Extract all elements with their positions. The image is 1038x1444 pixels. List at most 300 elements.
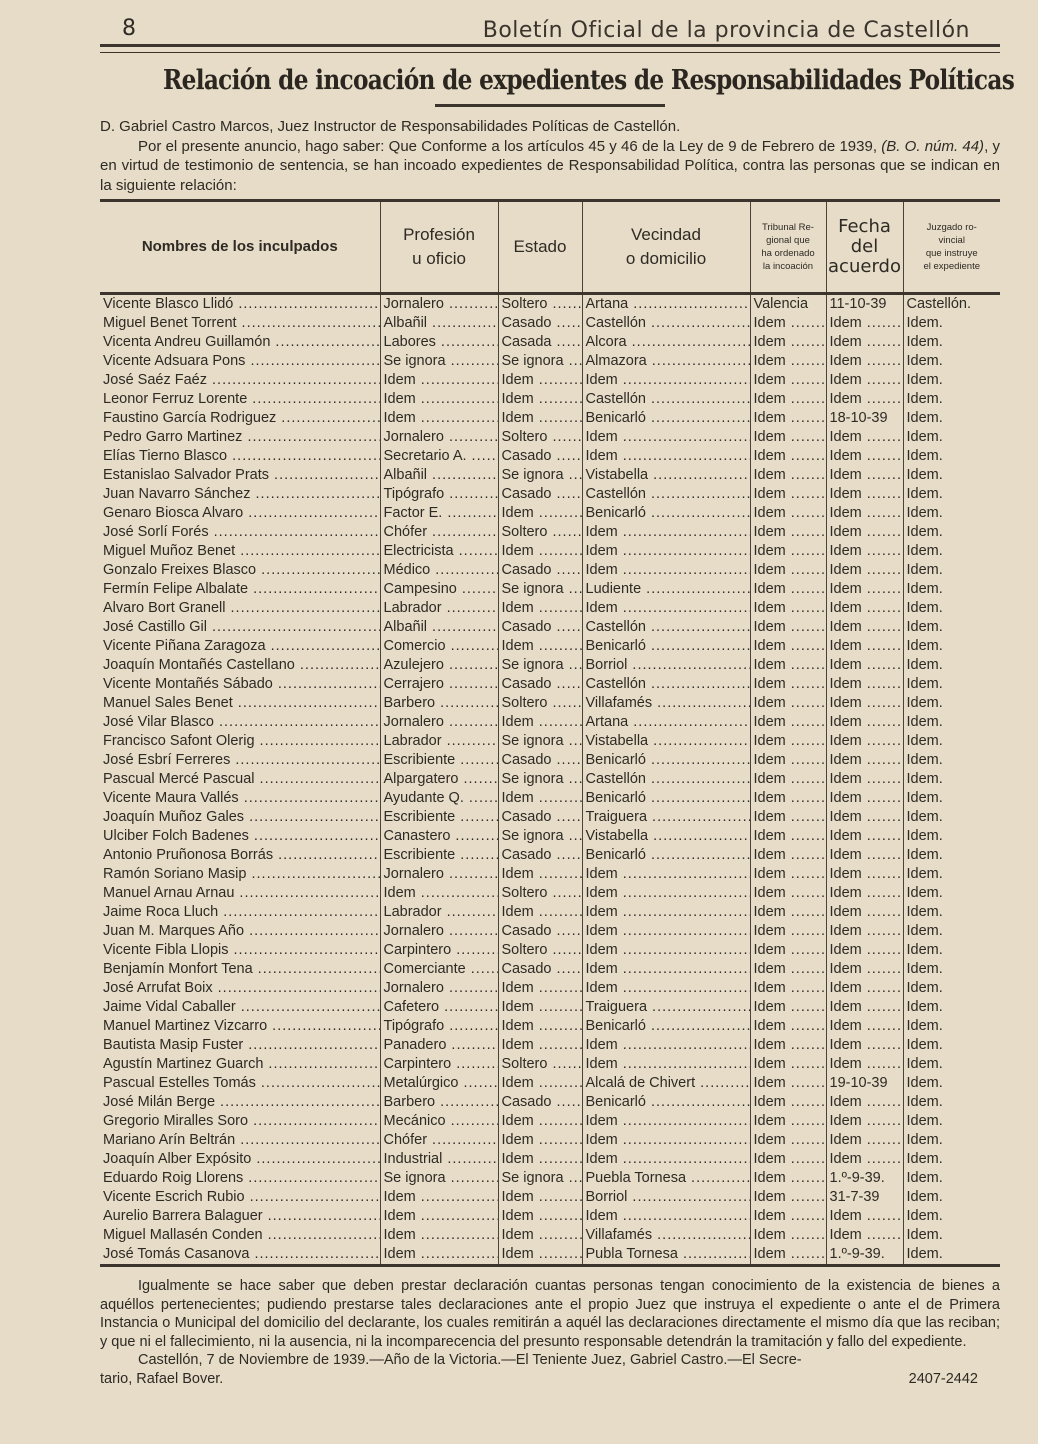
cell-status <box>498 998 582 1017</box>
header-label: Tribunal Re- <box>762 222 814 233</box>
cell-residence <box>582 865 750 884</box>
cell-tribunal-text: Idem ..... <box>754 562 827 578</box>
cell-court-text: Idem. <box>906 353 943 369</box>
col-header-profession <box>380 201 498 294</box>
cell-name-text: Ulciber Folch Badenes ..... <box>103 828 380 844</box>
cell-status-text: Idem ..... <box>502 543 583 559</box>
cell-residence-text: Idem ..... <box>586 980 751 996</box>
cell-tribunal <box>750 618 826 637</box>
cell-status-text: Idem ..... <box>502 1189 583 1205</box>
cell-profession <box>380 1245 498 1266</box>
cell-profession <box>380 523 498 542</box>
cell-residence-text: Idem ..... <box>586 1037 751 1053</box>
cell-residence-text: Idem ..... <box>586 448 751 464</box>
cell-status <box>498 466 582 485</box>
cell-name-text: Joaquín Montañés Castellano ..... <box>103 657 380 673</box>
header-label: del <box>850 236 879 257</box>
cell-residence-text: Artana ..... <box>586 714 751 730</box>
cell-name-text: Antonio Pruñonosa Borrás ..... <box>103 847 380 863</box>
cell-court <box>903 751 1000 770</box>
cell-profession-text: Albañil ..... <box>384 315 499 331</box>
running-title: Boletín Oficial de la provincia de Castellón <box>482 18 970 43</box>
cell-profession-text: Idem ..... <box>384 410 499 426</box>
cell-profession <box>380 656 498 675</box>
cell-tribunal-text: Idem ..... <box>754 581 827 597</box>
cell-court-text: Idem. <box>906 562 943 578</box>
col-header-status <box>498 201 582 294</box>
header-label: Nombres de los inculpados <box>141 238 338 255</box>
cell-date-text: Idem ..... <box>830 353 904 369</box>
cell-profession-text: Idem ..... <box>384 391 499 407</box>
table-row <box>100 1055 1000 1074</box>
cell-residence <box>582 504 750 523</box>
cell-court-text: Idem. <box>906 733 943 749</box>
cell-residence-text: Idem ..... <box>586 923 751 939</box>
cell-name <box>100 675 380 694</box>
cell-court-text: Idem. <box>906 543 943 559</box>
cell-profession-text: Se ignora ..... <box>384 353 499 369</box>
cell-court-text: Idem. <box>906 372 943 388</box>
page-number: 8 <box>122 16 136 41</box>
cell-date-text: Idem ..... <box>830 372 904 388</box>
cell-court <box>903 1017 1000 1036</box>
cell-profession-text: Labrador ..... <box>384 600 499 616</box>
table-row <box>100 1207 1000 1226</box>
cell-court <box>903 390 1000 409</box>
cell-date <box>826 998 903 1017</box>
cell-court-text: Idem. <box>906 771 943 787</box>
cell-name <box>100 294 380 315</box>
cell-name-text: Elías Tierno Blasco ..... <box>103 448 380 464</box>
cell-name-text: Bautista Masip Fuster ..... <box>103 1037 380 1053</box>
cell-profession <box>380 504 498 523</box>
cell-date-text: Idem ..... <box>830 809 904 825</box>
cell-name-text: Vicenta Andreu Guillamón ..... <box>103 334 380 350</box>
cell-name-text: José Milán Berge ..... <box>103 1094 380 1110</box>
cell-name-text: José Castillo Gil ..... <box>103 619 380 635</box>
cell-status <box>498 1150 582 1169</box>
table-row <box>100 1188 1000 1207</box>
cell-profession <box>380 599 498 618</box>
cell-tribunal-text: Idem ..... <box>754 391 827 407</box>
table-row <box>100 922 1000 941</box>
cell-tribunal <box>750 1150 826 1169</box>
cell-name <box>100 713 380 732</box>
cell-residence <box>582 1055 750 1074</box>
signature-continuation: tario, Rafael Bover. <box>100 1370 224 1387</box>
cell-date-text: Idem ..... <box>830 334 904 350</box>
cell-residence-text: Castellón ..... <box>586 315 751 331</box>
cell-residence-text: Idem ..... <box>586 1056 751 1072</box>
cell-profession <box>380 941 498 960</box>
cell-residence-text: Benicarló ..... <box>586 1018 751 1034</box>
cell-date <box>826 409 903 428</box>
cell-status-text: Casado ..... <box>502 315 583 331</box>
cell-residence <box>582 485 750 504</box>
cell-tribunal-text: Idem ..... <box>754 1113 827 1129</box>
cell-court <box>903 713 1000 732</box>
cell-court-text: Idem. <box>906 1094 943 1110</box>
cell-date <box>826 599 903 618</box>
cell-court-text: Idem. <box>906 1246 943 1262</box>
cell-court <box>903 352 1000 371</box>
table-row <box>100 1169 1000 1188</box>
cell-residence-text: Publa Tornesa ..... <box>586 1246 751 1262</box>
cell-court-text: Idem. <box>906 410 943 426</box>
cell-tribunal <box>750 1017 826 1036</box>
cell-name <box>100 865 380 884</box>
table-row <box>100 1245 1000 1266</box>
cell-residence <box>582 846 750 865</box>
cell-date <box>826 694 903 713</box>
cell-tribunal-text: Valencia <box>753 296 809 312</box>
cell-profession <box>380 827 498 846</box>
cell-status-text: Casado ..... <box>502 676 583 692</box>
title-underline <box>435 104 665 107</box>
cell-residence-text: Idem ..... <box>586 1113 751 1129</box>
cell-name-text: Jaime Vidal Caballer ..... <box>103 999 380 1015</box>
cell-court-text: Idem. <box>906 505 943 521</box>
cell-profession <box>380 1188 498 1207</box>
cell-date-text: Idem ..... <box>830 942 904 958</box>
cell-date <box>826 561 903 580</box>
cell-profession <box>380 922 498 941</box>
cell-profession-text: Barbero ..... <box>384 695 499 711</box>
cell-date <box>826 618 903 637</box>
cell-name-text: Gonzalo Freixes Blasco ..... <box>103 562 380 578</box>
cell-date-text: Idem ..... <box>830 676 904 692</box>
cell-residence-text: Idem ..... <box>586 942 751 958</box>
cell-court <box>903 599 1000 618</box>
cell-name <box>100 941 380 960</box>
cell-court <box>903 523 1000 542</box>
cell-status <box>498 903 582 922</box>
cell-name-text: Eduardo Roig Llorens ..... <box>103 1170 380 1186</box>
table-row <box>100 732 1000 751</box>
cell-tribunal-text: Idem ..... <box>754 1246 827 1262</box>
cell-name <box>100 1207 380 1226</box>
cell-profession-text: Barbero ..... <box>384 1094 499 1110</box>
signature-line: Castellón, 7 de Noviembre de 1939.—Año de la Victoria.—El Teniente Juez, Gabriel Castro.—El Secre- <box>138 1352 802 1369</box>
cell-tribunal <box>750 428 826 447</box>
cell-date <box>826 903 903 922</box>
cell-residence-text: Ludiente ..... <box>586 581 751 597</box>
cell-profession <box>380 1226 498 1245</box>
cell-name-text: Fermín Felipe Albalate ..... <box>103 581 380 597</box>
cell-court-text: Idem. <box>906 752 943 768</box>
cell-tribunal <box>750 390 826 409</box>
cell-court <box>903 428 1000 447</box>
cell-court <box>903 732 1000 751</box>
col-header-court <box>903 201 1000 294</box>
cell-name <box>100 637 380 656</box>
cell-tribunal-text: Idem ..... <box>754 410 827 426</box>
header-label: gional que <box>766 235 810 246</box>
intro-line: D. Gabriel Castro Marcos, Juez Instructor de Responsabilidades Políticas de Castellón. <box>100 118 681 135</box>
cell-profession <box>380 1112 498 1131</box>
cell-profession <box>380 352 498 371</box>
cell-residence <box>582 1017 750 1036</box>
footer-paragraph: Igualmente se hace saber que deben prestar declaración cuantas personas tengan conocimiento de la existencia de bienes a aquéllos pertenecientes; pudiendo prestarse tales declaraciones ante el propio Juez que instruya el expediente o ante el de Primera Instancia o Municipal del domicilio del declarante, los cuales remitirán a aquél las declaraciones directamente el mismo día que las reciban; y que ni el fallecimiento, ni la ausencia, ni la incomparecencia del presunto responsable detendrán la tramitación y fallo del expediente. <box>100 1278 1000 1350</box>
cell-residence <box>582 390 750 409</box>
cell-status <box>498 1055 582 1074</box>
cell-court <box>903 1093 1000 1112</box>
cell-tribunal-text: Idem ..... <box>754 448 827 464</box>
table-row <box>100 390 1000 409</box>
cell-tribunal-text: Idem ..... <box>754 961 827 977</box>
cell-status-text: Soltero ..... <box>502 296 583 312</box>
cell-profession-text: Jornalero ..... <box>384 866 499 882</box>
cell-tribunal-text: Idem ..... <box>754 1151 827 1167</box>
cell-court-text: Idem. <box>906 714 943 730</box>
table-row <box>100 294 1000 315</box>
cell-residence <box>582 294 750 315</box>
table-row <box>100 903 1000 922</box>
cell-name-text: Miguel Mallasén Conden ..... <box>103 1227 380 1243</box>
cell-residence <box>582 1093 750 1112</box>
cell-tribunal <box>750 409 826 428</box>
cell-date <box>826 789 903 808</box>
cell-profession <box>380 1131 498 1150</box>
cell-name <box>100 1169 380 1188</box>
cell-date <box>826 865 903 884</box>
cell-tribunal-text: Idem ..... <box>754 695 827 711</box>
cell-court-text: Idem. <box>906 809 943 825</box>
cell-tribunal-text: Idem ..... <box>754 505 827 521</box>
cell-tribunal <box>750 599 826 618</box>
cell-status <box>498 922 582 941</box>
header-label: ha ordenado <box>761 248 815 259</box>
cell-name <box>100 580 380 599</box>
cell-tribunal-text: Idem ..... <box>754 1094 827 1110</box>
cell-date-text: Idem ..... <box>830 543 904 559</box>
cell-court <box>903 371 1000 390</box>
table-row <box>100 1131 1000 1150</box>
cell-profession-text: Escribiente ..... <box>384 847 499 863</box>
cell-date <box>826 314 903 333</box>
cell-status-text: Casado ..... <box>502 923 583 939</box>
cell-date-text: Idem ..... <box>830 790 904 806</box>
cell-residence-text: Borriol ..... <box>586 1189 751 1205</box>
cell-name <box>100 1074 380 1093</box>
cell-profession <box>380 561 498 580</box>
cell-profession <box>380 884 498 903</box>
cell-tribunal-text: Idem ..... <box>754 980 827 996</box>
cell-profession <box>380 846 498 865</box>
cell-tribunal-text: Idem ..... <box>754 543 827 559</box>
cell-date-text: Idem ..... <box>830 733 904 749</box>
cell-court-text: Idem. <box>906 1113 943 1129</box>
cell-profession <box>380 1169 498 1188</box>
cell-date <box>826 1150 903 1169</box>
cell-date <box>826 827 903 846</box>
cell-profession <box>380 390 498 409</box>
cell-tribunal <box>750 922 826 941</box>
cell-tribunal-text: Idem ..... <box>754 1075 827 1091</box>
cell-date-text: Idem ..... <box>830 904 904 920</box>
cell-residence <box>582 618 750 637</box>
table-row <box>100 808 1000 827</box>
cell-residence-text: Artana ..... <box>586 296 751 312</box>
cell-date <box>826 1055 903 1074</box>
cell-profession <box>380 1074 498 1093</box>
table-row <box>100 656 1000 675</box>
col-header-names <box>100 201 380 294</box>
cell-name <box>100 618 380 637</box>
cell-residence <box>582 941 750 960</box>
cell-tribunal <box>750 1093 826 1112</box>
cell-date <box>826 732 903 751</box>
cell-profession-text: Tipógrafo ..... <box>384 486 499 502</box>
cell-profession-text: Jornalero ..... <box>384 980 499 996</box>
cell-profession-text: Industrial ..... <box>384 1151 499 1167</box>
cell-tribunal <box>750 979 826 998</box>
cell-residence <box>582 447 750 466</box>
cell-residence-text: Castellón ..... <box>586 486 751 502</box>
cell-tribunal-text: Idem ..... <box>754 353 827 369</box>
cell-tribunal <box>750 1207 826 1226</box>
cell-name <box>100 827 380 846</box>
cell-profession-text: Cerrajero ..... <box>384 676 499 692</box>
cell-name <box>100 1188 380 1207</box>
cell-residence-text: Idem ..... <box>586 866 751 882</box>
cell-profession <box>380 732 498 751</box>
cell-tribunal <box>750 561 826 580</box>
article-title: Relación de incoación de expedientes de Responsabilidades Políticas <box>163 65 1015 96</box>
cell-date-text: Idem ..... <box>830 1094 904 1110</box>
cell-date <box>826 371 903 390</box>
cell-residence <box>582 732 750 751</box>
cell-residence <box>582 979 750 998</box>
intro-text <box>100 117 1000 195</box>
cell-tribunal <box>750 333 826 352</box>
cell-name-text: Agustín Martinez Guarch ..... <box>103 1056 380 1072</box>
cell-name <box>100 504 380 523</box>
cell-status-text: Se ignora ..... <box>502 1170 583 1186</box>
cell-tribunal <box>750 542 826 561</box>
table-header-row <box>100 201 1000 294</box>
cell-tribunal-text: Idem ..... <box>754 1132 827 1148</box>
cell-status-text: Casado ..... <box>502 562 583 578</box>
cell-date-text: Idem ..... <box>830 391 904 407</box>
cell-profession-text: Metalúrgico ..... <box>384 1075 499 1091</box>
cell-residence <box>582 1150 750 1169</box>
cell-date-text: Idem ..... <box>830 600 904 616</box>
header-label: Vecindad <box>631 225 701 244</box>
cell-name <box>100 599 380 618</box>
cell-date-text: 19-10-39 <box>829 1075 888 1091</box>
cell-court <box>903 675 1000 694</box>
cell-residence-text: Idem ..... <box>586 600 751 616</box>
cell-name-text: Joaquín Alber Expósito ..... <box>103 1151 380 1167</box>
header-label: vincial <box>938 235 965 246</box>
cell-status-text: Idem ..... <box>502 1018 583 1034</box>
cell-tribunal-text: Idem ..... <box>754 600 827 616</box>
table-row <box>100 675 1000 694</box>
cell-residence <box>582 561 750 580</box>
table-row <box>100 1036 1000 1055</box>
cell-court <box>903 1169 1000 1188</box>
cell-tribunal <box>750 827 826 846</box>
cell-name-text: José Sorlí Forés ..... <box>103 524 380 540</box>
cell-profession-text: Jornalero ..... <box>384 296 499 312</box>
cell-court-text: Idem. <box>906 923 943 939</box>
cell-date <box>826 466 903 485</box>
cell-date <box>826 1226 903 1245</box>
intro-paragraph <box>100 137 1000 196</box>
cell-status <box>498 656 582 675</box>
cell-status-text: Idem ..... <box>502 904 583 920</box>
cell-status-text: Se ignora ..... <box>502 581 583 597</box>
cell-court-text: Idem. <box>906 1151 943 1167</box>
cell-court-text: Idem. <box>906 790 943 806</box>
cell-date-text: Idem ..... <box>830 695 904 711</box>
cell-residence <box>582 637 750 656</box>
cell-residence <box>582 751 750 770</box>
cell-court-text: Idem. <box>906 467 943 483</box>
cell-status-text: Casado ..... <box>502 1094 583 1110</box>
cell-tribunal-text: Idem ..... <box>754 809 827 825</box>
cell-status-text: Casado ..... <box>502 448 583 464</box>
cell-profession-text: Se ignora ..... <box>384 1170 499 1186</box>
cell-tribunal <box>750 675 826 694</box>
cell-court-text: Idem. <box>906 600 943 616</box>
cell-tribunal-text: Idem ..... <box>754 1227 827 1243</box>
cell-name-text: José Esbrí Ferreres ..... <box>103 752 380 768</box>
cell-name <box>100 770 380 789</box>
cell-court-text: Castellón. <box>906 296 971 312</box>
cell-status <box>498 561 582 580</box>
cell-status <box>498 1131 582 1150</box>
cell-court <box>903 770 1000 789</box>
cell-tribunal <box>750 294 826 315</box>
cell-residence-text: Villafamés ..... <box>586 695 751 711</box>
cell-profession-text: Azulejero ..... <box>384 657 499 673</box>
cell-profession-text: Comercio ..... <box>384 638 499 654</box>
cell-court <box>903 1055 1000 1074</box>
cell-date-text: Idem ..... <box>830 999 904 1015</box>
table-row <box>100 1226 1000 1245</box>
cell-tribunal <box>750 751 826 770</box>
cell-tribunal <box>750 1036 826 1055</box>
cell-status <box>498 371 582 390</box>
cell-court-text: Idem. <box>906 1189 943 1205</box>
cell-name-text: Vicente Adsuara Pons ..... <box>103 353 380 369</box>
cell-tribunal-text: Idem ..... <box>754 904 827 920</box>
cell-court-text: Idem. <box>906 1170 943 1186</box>
cell-profession-text: Albañil ..... <box>384 467 499 483</box>
cell-status <box>498 827 582 846</box>
cell-name <box>100 314 380 333</box>
cell-court-text: Idem. <box>906 885 943 901</box>
cell-residence-text: Benicarló ..... <box>586 638 751 654</box>
cell-name <box>100 1112 380 1131</box>
cell-name-text: Gregorio Miralles Soro ..... <box>103 1113 380 1129</box>
cell-date <box>826 1017 903 1036</box>
cell-name <box>100 846 380 865</box>
cell-status-text: Idem ..... <box>502 790 583 806</box>
cell-status <box>498 428 582 447</box>
cell-residence-text: Vistabella ..... <box>586 467 751 483</box>
cell-residence <box>582 960 750 979</box>
cell-residence <box>582 998 750 1017</box>
cell-court <box>903 542 1000 561</box>
cell-profession <box>380 1093 498 1112</box>
cell-residence <box>582 713 750 732</box>
table-row <box>100 751 1000 770</box>
table-row <box>100 485 1000 504</box>
cell-residence-text: Puebla Tornesa ..... <box>586 1170 751 1186</box>
